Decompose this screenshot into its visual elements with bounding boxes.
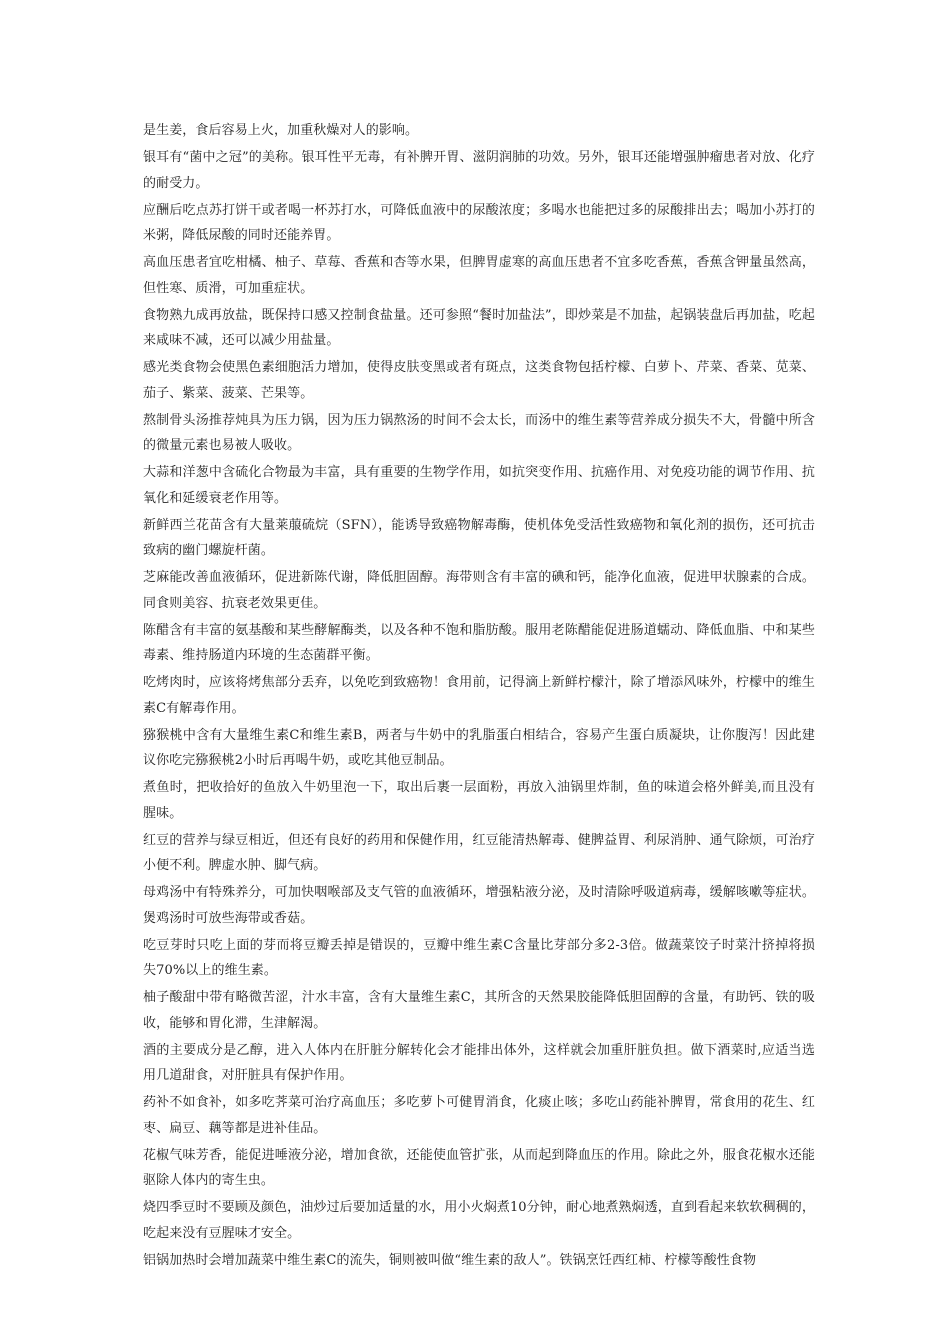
paragraph: 是生姜，食后容易上火，加重秋燥对人的影响。	[143, 123, 419, 138]
paragraph: 铝锅加热时会增加蔬菜中维生素C的流失，铜则被叫做“维生素的敌人”。铁锅烹饪西红柿、柠檬等酸性食物	[143, 1252, 757, 1268]
paragraph: 芝麻能改善血液循环，促进新陈代谢，降低胆固醇。海带则含有丰富的碘和钙，能净化血液，促进甲状腺素的合成。同食则美容、抗衰老效果更佳。	[143, 570, 815, 611]
paragraph: 柚子酸甜中带有略微苦涩，汁水丰富，含有大量维生素C，其所含的天然果胶能降低胆固醇的含量，有助钙、铁的吸收，能够和胃化滞，生津解渴。	[143, 990, 815, 1031]
paragraph: 花椒气味芳香，能促进唾液分泌，增加食欲，还能使血管扩张，从而起到降血压的作用。除此之外，服食花椒水还能驱除人体内的寄生虫。	[143, 1147, 815, 1188]
paragraph: 熬制骨头汤推荐炖具为压力锅，因为压力锅熬汤的时间不会太长，而汤中的维生素等营养成分损失不大，骨髓中所含的微量元素也易被人吸收。	[143, 412, 815, 453]
document-page	[143, 118, 815, 1275]
paragraph: 食物熟九成再放盐，既保持口感又控制食盐量。还可参照“餐时加盐法”，即炒菜是不加盐，起锅装盘后再加盐，吃起来咸味不减，还可以减少用盐量。	[143, 307, 815, 348]
paragraph: 吃烤肉时，应该将烤焦部分丢弃，以免吃到致癌物！食用前，记得滴上新鲜柠檬汁，除了增添风味外，柠檬中的维生素C有解毒作用。	[143, 675, 815, 716]
paragraph: 药补不如食补，如多吃荠菜可治疗高血压；多吃萝卜可健胃消食，化痰止咳；多吃山药能补脾胃，常食用的花生、红枣、扁豆、藕等都是进补佳品。	[143, 1095, 815, 1136]
paragraph: 感光类食物会使黑色素细胞活力增加，使得皮肤变黑或者有斑点，这类食物包括柠檬、白萝卜、芹菜、香菜、苋菜、茄子、紫菜、菠菜、芒果等。	[143, 360, 815, 401]
paragraph: 母鸡汤中有特殊养分，可加快咽喉部及支气管的血液循环，增强粘液分泌，及时清除呼吸道病毒，缓解咳嗽等症状。煲鸡汤时可放些海带或香菇。	[143, 885, 815, 926]
paragraph: 陈醋含有丰富的氨基酸和某些酵解酶类，以及各种不饱和脂肪酸。服用老陈醋能促进肠道蠕动、降低血脂、中和某些毒素、维持肠道内环境的生态菌群平衡。	[143, 622, 815, 663]
paragraph: 吃豆芽时只吃上面的芽而将豆瓣丢掉是错误的，豆瓣中维生素C含量比芽部分多2-3倍。做蔬菜饺子时菜汁挤掉将损失70%以上的维生素。	[143, 937, 815, 978]
paragraph: 烧四季豆时不要顾及颜色，油炒过后要加适量的水，用小火焖煮10分钟，耐心地煮熟焖透，直到看起来软软稠稠的，吃起来没有豆腥味才安全。	[143, 1200, 815, 1241]
paragraph: 大蒜和洋葱中含硫化合物最为丰富，具有重要的生物学作用，如抗突变作用、抗癌作用、对免疫功能的调节作用、抗氧化和延缓衰老作用等。	[143, 465, 815, 506]
paragraph: 猕猴桃中含有大量维生素C和维生素B，两者与牛奶中的乳脂蛋白相结合，容易产生蛋白质凝块，让你腹泻！因此建议你吃完猕猴桃2小时后再喝牛奶，或吃其他豆制品。	[143, 727, 815, 768]
paragraph: 煮鱼时，把收拾好的鱼放入牛奶里泡一下，取出后裹一层面粉，再放入油锅里炸制，鱼的味道会格外鲜美,而且没有腥味。	[143, 780, 815, 821]
paragraph: 新鲜西兰花苗含有大量莱菔硫烷（SFN），能诱导致癌物解毒酶，使机体免受活性致癌物和氧化剂的损伤，还可抗击致病的幽门螺旋杆菌。	[143, 517, 815, 558]
paragraph: 应酬后吃点苏打饼干或者喝一杯苏打水，可降低血液中的尿酸浓度；多喝水也能把过多的尿酸排出去；喝加小苏打的米粥，降低尿酸的同时还能养胃。	[143, 202, 815, 243]
paragraph: 红豆的营养与绿豆相近，但还有良好的药用和保健作用，红豆能清热解毒、健脾益胃、利尿消肿、通气除烦，可治疗小便不利。脾虚水肿、脚气病。	[143, 832, 815, 873]
paragraph: 高血压患者宜吃柑橘、柚子、草莓、香蕉和杏等水果，但脾胃虚寒的高血压患者不宜多吃香蕉，香蕉含钾量虽然高，但性寒、质滑，可加重症状。	[143, 255, 815, 296]
paragraph: 银耳有“菌中之冠”的美称。银耳性平无毒，有补脾开胃、滋阴润肺的功效。另外，银耳还能增强肿瘤患者对放、化疗的耐受力。	[143, 150, 815, 191]
paragraph: 酒的主要成分是乙醇，进入人体内在肝脏分解转化会才能排出体外，这样就会加重肝脏负担。做下酒菜时,应适当选用几道甜食，对肝脏具有保护作用。	[143, 1042, 815, 1083]
